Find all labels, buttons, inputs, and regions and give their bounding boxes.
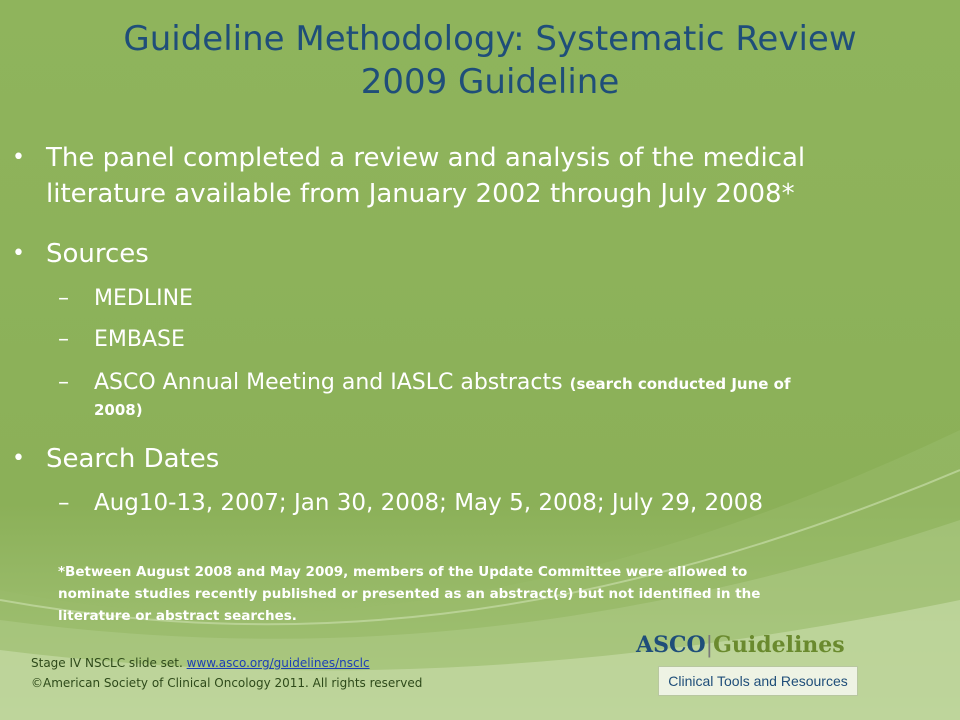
dash-icon: – (58, 370, 69, 395)
title-line-1: Guideline Methodology: Systematic Review (123, 19, 857, 59)
source-item-label: MEDLINE (94, 286, 193, 311)
source-item-abstracts (58, 369, 914, 420)
logo-guidelines: Guidelines (713, 632, 845, 658)
asco-guidelines-logo (636, 632, 866, 697)
bullet-dot-icon: • (12, 241, 25, 266)
footnote-line-1: *Between August 2008 and May 2009, members of the Update Committee were allowed to (58, 564, 748, 580)
bullet-sources (12, 236, 149, 272)
bullet-search-dates (12, 441, 220, 477)
footer-copyright: ©American Society of Clinical Oncology 2011. All rights reserved (31, 676, 423, 690)
source-item-note-2: 2008) (94, 401, 143, 419)
source-item-label: EMBASE (94, 327, 185, 352)
footer-line-1 (31, 653, 422, 673)
footnote-line-2: nominate studies recently published or presented as an abstract(s) but not identified in the (58, 586, 761, 602)
bullet-search-dates-label: Search Dates (46, 444, 220, 474)
footer (31, 653, 422, 693)
footer-link[interactable]: www.asco.org/guidelines/nsclc (186, 656, 370, 670)
title-line-2: 2009 Guideline (360, 62, 620, 102)
bullet-review-line-2: literature available from January 2002 through July 2008* (46, 179, 795, 209)
logo-tagline: Clinical Tools and Resources (658, 666, 858, 696)
source-item-label: ASCO Annual Meeting and IASLC abstracts (94, 370, 563, 395)
logo-separator: | (705, 633, 714, 658)
bullet-sources-label: Sources (46, 239, 149, 269)
logo-wordmark (636, 632, 845, 658)
search-dates-value: Aug10-13, 2007; Jan 30, 2008; May 5, 2008; July 29, 2008 (94, 490, 764, 516)
bullet-review-line-1: The panel completed a review and analysis of the medical (46, 143, 806, 173)
dash-icon: – (58, 286, 69, 311)
footnote (58, 561, 858, 627)
source-item-embase (58, 326, 185, 354)
dash-icon: – (58, 490, 70, 516)
bullet-dot-icon: • (12, 446, 25, 471)
logo-asco: ASCO (636, 632, 706, 658)
source-item-medline (58, 285, 193, 313)
bullet-dot-icon: • (12, 145, 25, 170)
search-dates-item (58, 489, 764, 517)
footnote-line-3: literature or abstract searches. (58, 608, 297, 624)
source-item-note: (search conducted June of (569, 375, 791, 393)
footer-slide-set: Stage IV NSCLC slide set. (31, 656, 183, 670)
bullet-review (12, 140, 806, 212)
dash-icon: – (58, 327, 69, 352)
